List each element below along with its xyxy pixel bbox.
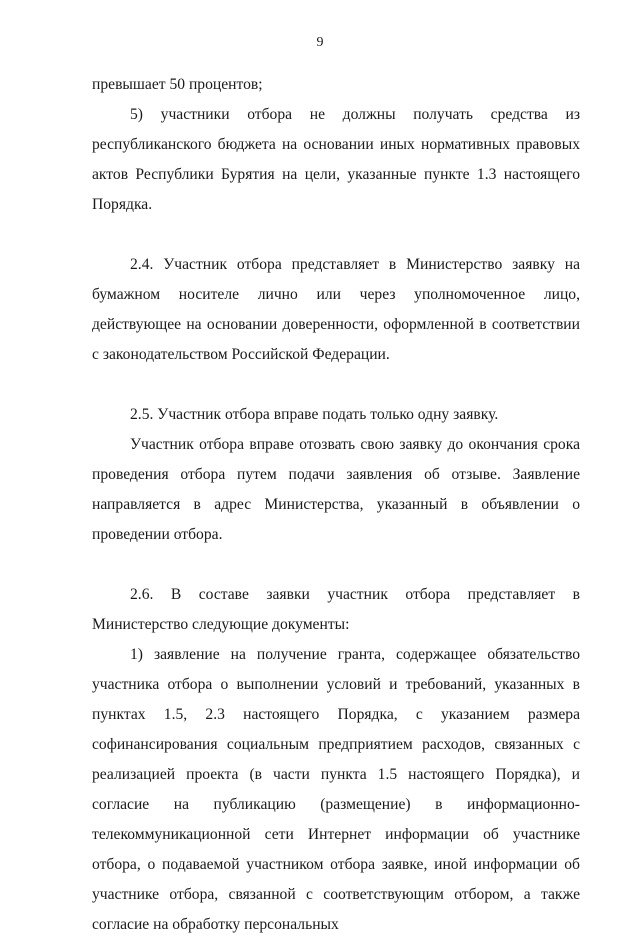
paragraph-6: 2.6. В составе заявки участник отбора представляет в Министерство следующие документы:	[92, 586, 580, 633]
paragraph-7: 1) заявление на получение гранта, содержащее обязательство участника отбора о выполнении условий и требований, указанных в пунктах 1.5, 2.3 настоящего Порядка, с указанием размера софинансирования социальным предприятием расходов, связанных с реализацией проекта (в части пункта 1.5 настоящего Порядка), и согласие на публикацию (размещение) в информационно-телекоммуникационной сети Интернет информации об участнике отбора, о подаваемой участником отбора заявке, иной информации об участнике отбора, связанной с соответствующим отбором, а также согласие на обработку персональных	[92, 646, 580, 933]
paragraph-3: 2.4. Участник отбора представляет в Министерство заявку на бумажном носителе лично или через уполномоченное лицо, действующее на основании доверенности, оформленной в соответствии с законодательством Российской Федерации.	[92, 256, 580, 363]
paragraph-gap	[92, 370, 580, 400]
paragraph-2: 5) участники отбора не должны получать средства из республиканского бюджета на основании иных нормативных правовых актов Республики Бурятия на цели, указанные пункте 1.3 настоящего Порядка.	[92, 106, 580, 213]
page-number: 9	[316, 35, 324, 50]
paragraph-gap	[92, 220, 580, 250]
paragraph-5: Участник отбора вправе отозвать свою заявку до окончания срока проведения отбора путем подачи заявления об отзыве. Заявление направляется в адрес Министерства, указанный в объявлении о проведении отбора.	[92, 436, 580, 543]
paragraph-1: превышает 50 процентов;	[92, 76, 263, 93]
paragraph-gap	[92, 550, 580, 580]
paragraph-4: 2.5. Участник отбора вправе подать только одну заявку.	[130, 406, 499, 423]
document-body	[92, 70, 580, 940]
